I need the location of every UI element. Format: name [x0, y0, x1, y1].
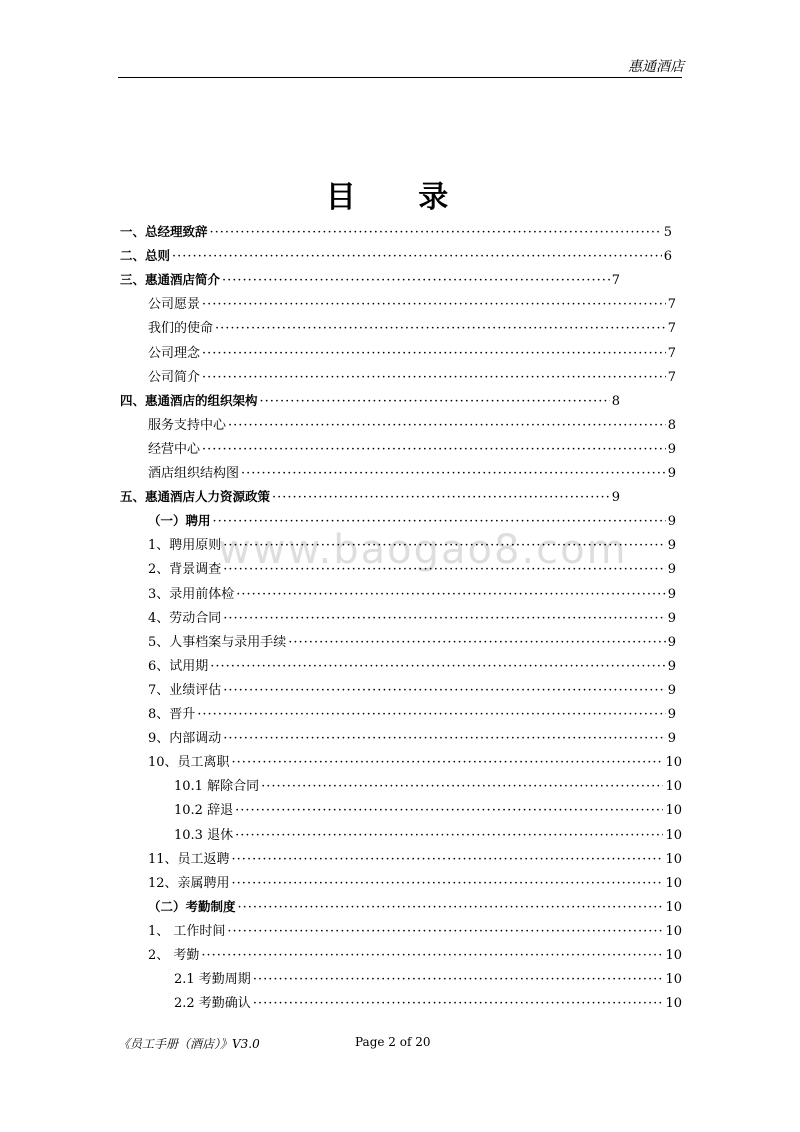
toc-entry-label: 2.1 考勤周期	[174, 972, 251, 988]
toc-leader-dots	[223, 562, 665, 577]
footer-document-name: 《员工手册（酒店）》V3.0	[118, 1037, 260, 1051]
toc-entry-label: 一、总经理致辞	[120, 224, 208, 239]
toc-entry-page: 10	[665, 996, 682, 1012]
toc-entry-label: 公司理念	[148, 345, 201, 361]
toc-entry-page: 9	[667, 538, 676, 554]
toc-entry[interactable]	[148, 363, 676, 385]
toc-entry-label: 4、劳动合同	[148, 610, 222, 626]
toc-leader-dots	[223, 731, 665, 746]
toc-entry-label: 6、试用期	[148, 658, 209, 674]
toc-leader-dots	[288, 635, 665, 650]
toc-entry-label: 10.3 退休	[174, 827, 234, 843]
toc-entry-label: 8、晋升	[148, 707, 196, 722]
toc-entry[interactable]	[148, 676, 676, 698]
toc-entry[interactable]	[120, 387, 620, 409]
toc-entry-label: 5、人事档案与录用手续	[148, 634, 287, 650]
header-company: 惠通酒店	[628, 59, 684, 75]
toc-leader-dots	[202, 442, 666, 457]
toc-entry-label: 9、内部调动	[148, 731, 222, 747]
toc-leader-dots	[215, 321, 666, 336]
toc-leader-dots	[223, 538, 665, 553]
toc-entry-page: 10	[665, 899, 682, 915]
toc-leader-dots	[197, 707, 665, 722]
toc-leader-dots	[232, 876, 664, 891]
toc-entry-page: 5	[663, 225, 672, 240]
toc-entry[interactable]	[148, 748, 682, 770]
toc-leader-dots	[172, 249, 662, 264]
toc-entry-page: 9	[667, 682, 676, 698]
toc-entry[interactable]	[148, 917, 682, 939]
toc-entry[interactable]	[120, 266, 620, 288]
toc-entry[interactable]	[148, 459, 676, 481]
toc-entry[interactable]	[174, 821, 682, 843]
toc-leader-dots	[228, 418, 666, 433]
toc-leader-dots	[232, 852, 664, 867]
toc-entry-label: 经营中心	[148, 441, 201, 457]
toc-entry[interactable]	[148, 507, 676, 529]
toc-entry[interactable]	[174, 989, 682, 1011]
toc-entry-label: 服务支持中心	[148, 417, 227, 433]
toc-entry[interactable]	[148, 339, 676, 361]
toc-leader-dots	[222, 273, 610, 288]
toc-entry-page: 10	[665, 923, 682, 939]
toc-entry-page: 6	[663, 249, 672, 265]
toc-entry-page: 9	[667, 610, 676, 626]
toc-entry[interactable]	[148, 845, 682, 867]
toc-entry[interactable]	[148, 869, 682, 891]
toc-leader-dots	[213, 514, 666, 529]
toc-leader-dots	[210, 659, 665, 674]
toc-entry-page: 10	[665, 803, 682, 819]
toc-leader-dots	[227, 924, 663, 939]
toc-leader-dots	[202, 370, 666, 385]
toc-entry-page: 10	[665, 827, 682, 843]
toc-entry[interactable]	[148, 555, 676, 577]
toc-leader-dots	[232, 755, 664, 770]
toc-entry-page: 10	[665, 875, 682, 891]
toc-entry[interactable]	[148, 580, 676, 602]
page-title: 目 录	[325, 180, 475, 215]
toc-leader-dots	[202, 297, 666, 312]
toc-entry[interactable]	[148, 628, 676, 650]
watermark: www.baogao8.com	[218, 527, 628, 573]
toc-entry-page: 9	[667, 731, 676, 747]
toc-leader-dots	[253, 996, 664, 1011]
toc-entry-label: 二、总则	[120, 248, 171, 264]
toc-entry-label: 2.2 考勤确认	[174, 996, 251, 1012]
toc-entry-page: 8	[611, 393, 620, 409]
toc-entry[interactable]	[120, 218, 672, 240]
toc-leader-dots	[261, 779, 663, 794]
toc-leader-dots	[210, 225, 662, 240]
toc-entry[interactable]	[120, 483, 620, 505]
toc-entry[interactable]	[174, 796, 682, 818]
toc-entry-page: 10	[665, 779, 682, 795]
toc-leader-dots	[272, 490, 610, 505]
toc-entry-label: （一）聘用	[148, 513, 211, 529]
header-rule	[118, 77, 682, 78]
toc-leader-dots	[201, 948, 663, 963]
toc-entry-label: 三、惠通酒店简介	[120, 272, 221, 288]
toc-entry[interactable]	[148, 411, 676, 433]
toc-entry-page: 7	[667, 321, 676, 337]
toc-entry-page: 9	[667, 514, 676, 530]
toc-entry-page: 7	[667, 345, 676, 361]
toc-entry-page: 9	[667, 658, 676, 674]
toc-entry-page: 9	[667, 707, 676, 722]
toc-leader-dots	[202, 346, 666, 361]
toc-entry-page: 8	[667, 417, 676, 433]
toc-entry-page: 7	[667, 297, 676, 313]
toc-entry-label: 3、录用前体检	[148, 586, 235, 602]
toc-entry-label: 四、惠通酒店的组织架构	[120, 392, 258, 408]
toc-leader-dots	[235, 828, 663, 843]
toc-entry-label: 10.2 辞退	[174, 803, 234, 819]
toc-entry[interactable]	[148, 893, 682, 915]
toc-entry-label: 7、业绩评估	[148, 682, 222, 698]
toc-entry[interactable]	[148, 652, 676, 674]
toc-entry[interactable]	[174, 965, 682, 987]
toc-entry-label: 五、惠通酒店人力资源政策	[120, 489, 271, 505]
toc-entry-page: 9	[667, 586, 676, 602]
toc-entry-label: 我们的使命	[148, 321, 214, 337]
toc-leader-dots	[235, 803, 663, 818]
toc-leader-dots	[236, 587, 665, 602]
toc-entry-label: 11、员工返聘	[148, 851, 230, 867]
toc-entry-label: 2、背景调查	[148, 562, 222, 578]
toc-entry-page: 9	[667, 634, 676, 650]
toc-entry-page: 10	[665, 755, 682, 771]
toc-entry[interactable]	[174, 772, 682, 794]
toc-entry[interactable]	[120, 242, 672, 264]
toc-entry-label: 12、亲属聘用	[148, 875, 230, 891]
toc-entry[interactable]	[148, 941, 682, 963]
toc-leader-dots	[238, 900, 664, 915]
toc-entry[interactable]	[148, 314, 676, 336]
toc-entry-label: 公司愿景	[148, 297, 201, 313]
toc-entry-page: 10	[665, 851, 682, 867]
toc-leader-dots	[253, 972, 664, 987]
toc-entry[interactable]	[148, 435, 676, 457]
toc-leader-dots	[223, 611, 665, 626]
toc-leader-dots	[260, 394, 610, 409]
toc-entry-label: 2、 考勤	[148, 948, 200, 963]
footer-page-number: Page 2 of 20	[355, 1035, 431, 1049]
toc-entry[interactable]	[148, 724, 676, 746]
toc-entry-page: 7	[667, 369, 676, 385]
toc-entry-label: 1、 工作时间	[148, 923, 226, 939]
toc-entry-page: 9	[667, 466, 676, 481]
toc-entry-label: 酒店组织结构图	[148, 466, 240, 481]
toc-entry-page: 9	[667, 562, 676, 578]
toc-entry-label: 10、员工离职	[148, 755, 230, 771]
toc-entry-page: 9	[611, 490, 620, 506]
toc-entry-label: 1、聘用原则	[148, 538, 222, 554]
toc-entry[interactable]	[148, 531, 676, 553]
toc-entry-label: 10.1 解除合同	[174, 779, 260, 795]
toc-leader-dots	[223, 683, 665, 698]
toc-entry-page: 9	[667, 441, 676, 457]
toc-entry-page: 7	[611, 273, 620, 289]
toc-entry-page: 10	[665, 972, 682, 988]
toc-entry[interactable]	[148, 604, 676, 626]
toc-entry[interactable]	[148, 290, 676, 312]
toc-entry-label: 公司简介	[148, 369, 201, 385]
toc-leader-dots	[241, 466, 666, 481]
toc-entry-label: （二）考勤制度	[148, 898, 236, 914]
toc-entry-page: 10	[665, 948, 682, 963]
toc-entry[interactable]	[148, 700, 676, 722]
